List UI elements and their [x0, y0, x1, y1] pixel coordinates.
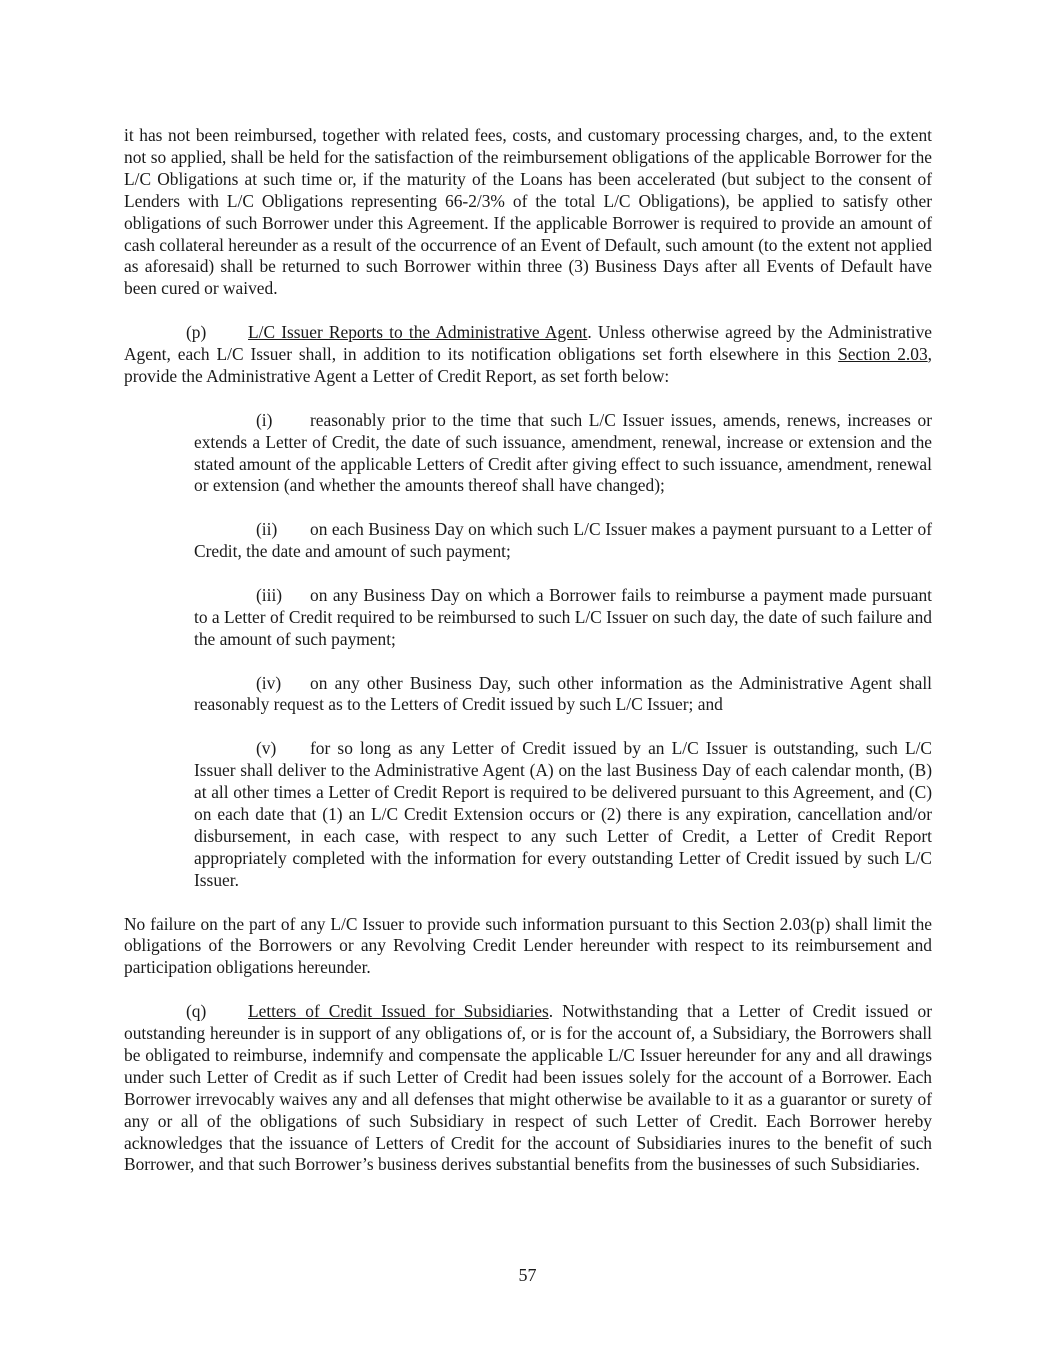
list-item-label: (ii) [256, 519, 278, 540]
section-q-text: . Notwithstanding that a Letter of Credit issued or outstanding hereunder is in support of any obligations of, or is for the account of, a Subsidiary, the Borrowers shall be obligated to reimburse, indemnify and compensate the applicable L/C Issuer hereunder for any and all drawings under such Letter of Credit as if such Letter of Credit had been issues solely for the account of a Borrower. Each Borrower irrevocably waives any and all defenses that might otherwise be available to it as a guarantor or surety of any or all of the obligations of such Subsidiary in respect of such Letter of Credit. Each Borrower hereby acknowledges that the issuance of Letters of Credit for the account of Subsidiaries inures to the benefit of such Borrower, and that such Borrower’s business derives substantial benefits from the businesses of such Subsidiaries. [124, 1001, 932, 1175]
list-item-v [194, 738, 932, 891]
list-item-text: on any other Business Day, such other information as the Administrative Agent shall reasonably request as to the Letters of Credit issued by such L/C Issuer; and [194, 672, 932, 715]
section-q-label: (q) [186, 1001, 207, 1022]
section-p-text-after-ref: , provide the Administrative Agent a Letter of Credit Report, as set forth below: [124, 344, 932, 386]
section-p-text-before-ref: . Unless otherwise agreed by the Administrative Agent, each L/C Issuer shall, in addition to its notification obligations set forth elsewhere in this [124, 322, 932, 365]
list-item-label: (iv) [256, 672, 282, 693]
list-item-text: reasonably prior to the time that such L/C Issuer issues, amends, renews, increases or extends a Letter of Credit, the date of such issuance, amendment, renewal, increase or extension and the stated amount of the applicable Letters of Credit after giving effect to such issuance, amendment, renewal or extension (and whether the amounts thereof shall have changed); [194, 409, 932, 496]
section-p-closing-paragraph: No failure on the part of any L/C Issuer to provide such information pursuant to this Section 2.03(p) shall limit the obligations of the Borrowers or any Revolving Credit Lender hereunder with respect to its reimbursement and participation obligations hereunder. [124, 913, 932, 978]
page-number: 57 [518, 1265, 537, 1285]
list-item-label: (iii) [256, 584, 283, 605]
section-p-paragraph [124, 322, 932, 388]
section-reference-link: Section 2.03 [838, 344, 928, 365]
list-item-iii [194, 585, 932, 651]
section-p-heading: L/C Issuer Reports to the Administrative Agent [248, 322, 588, 343]
list-item-text: on each Business Day on which such L/C Issuer makes a payment pursuant to a Letter of Credit, the date and amount of such payment; [194, 519, 932, 562]
list-item-i [194, 410, 932, 498]
list-item-label: (i) [256, 409, 273, 430]
continuation-paragraph: it has not been reimbursed, together with related fees, costs, and customary processing charges, and, to the extent not so applied, shall be held for the satisfaction of the reimbursement obligations of the applicable Borrower for the L/C Obligations at such time or, if the maturity of the Loans has been accelerated (but subject to the consent of Lenders with L/C Obligations representing 66-2/3% of the total L/C Obligations), be applied to satisfy other obligations of such Borrower under this Agreement. If the applicable Borrower is required to provide an amount of cash collateral hereunder as a result of the occurrence of an Event of Default, such amount (to the extent not applied as aforesaid) shall be returned to such Borrower within three (3) Business Days after all Events of Default have been cured or waived. [124, 125, 932, 299]
list-item-text: for so long as any Letter of Credit issued by an L/C Issuer is outstanding, such L/C Issuer shall deliver to the Administrative Agent (A) on the last Business Day of each calendar month, (B) at all other times a Letter of Credit Report is required to be delivered pursuant to this Agreement, and (C) on each date that (1) an L/C Credit Extension occurs or (2) there is any expiration, cancellation and/or disbursement, in each case, with respect to any such Letter of Credit, a Letter of Credit Report appropriately completed with the information for every outstanding Letter of Credit issued by such L/C Issuer. [194, 738, 932, 890]
section-p-label: (p) [186, 322, 207, 343]
list-item-label: (v) [256, 738, 277, 759]
list-item-ii [194, 519, 932, 563]
document-page [124, 125, 932, 1198]
list-item-iv [194, 673, 932, 717]
section-q-paragraph [124, 1001, 932, 1176]
list-item-text: on any Business Day on which a Borrower fails to reimburse a payment made pursuant to a Letter of Credit required to be reimbursed to such L/C Issuer on such day, the date of such failure and the amount of such payment; [194, 584, 932, 649]
section-q-heading: Letters of Credit Issued for Subsidiaries [248, 1001, 549, 1022]
